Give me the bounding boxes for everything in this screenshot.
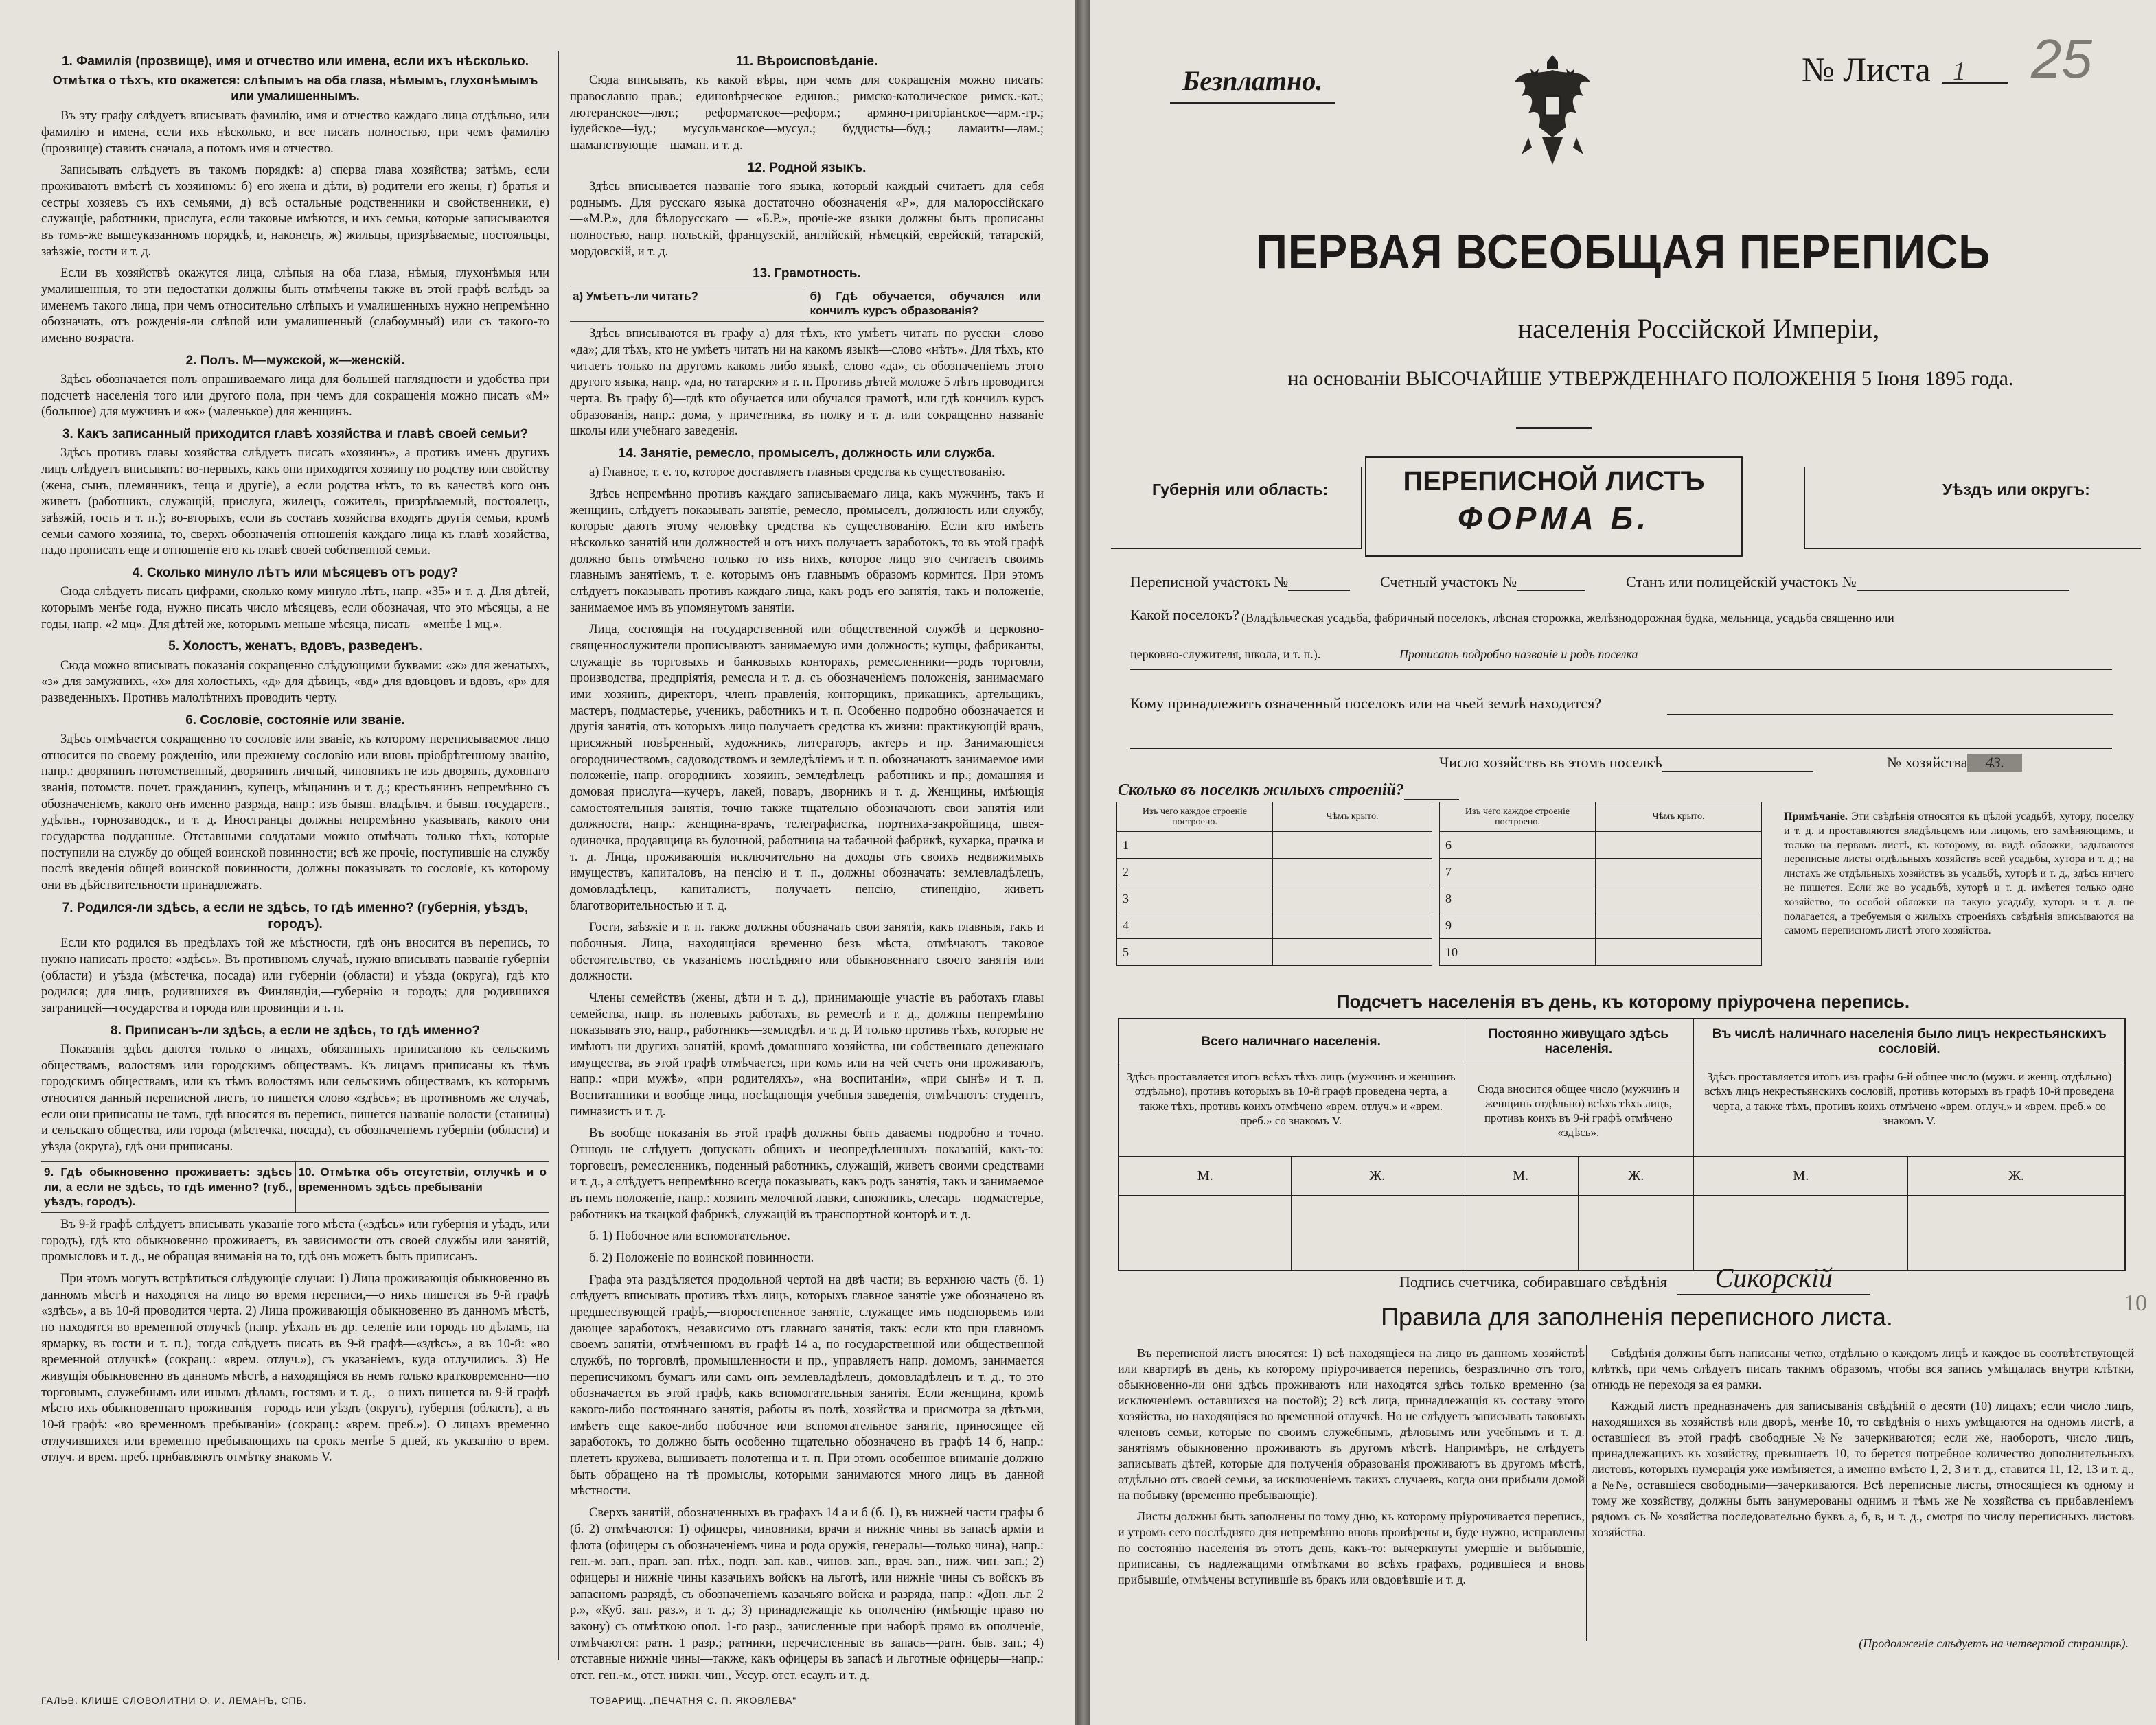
instruction-paragraph: Въ переписной листъ вносятся: 1) всѣ находящіеся на лицо въ данномъ хозяйствѣ или квартирѣ въ день, къ которому пріурочивается перепись, безразлично отъ того, обыкновенно-ли они здѣсь проживаютъ или находятся здѣсь только временно (за исключеніемъ оставшихся на постой); 2) всѣ лица, принадлежащія къ составу этого хозяйства, но находящіяся во временной отлучкѣ. Но не слѣдуетъ записывать таковыхъ членовъ семьи, которые по своимъ служебнымъ, дѣловымъ или учебнымъ и т. д. занятіямъ обыкновенно проживаютъ въ другомъ мѣстѣ. Напримѣръ, не слѣдуетъ записывать дѣтей, которые для полученія образованія проживаютъ въ другомъ мѣстѣ, отдѣльно отъ своей семьи, за исключеніемъ такихъ случаевъ, когда они прибыли домой на побывку (временно пребывающіе). (1118, 1346, 1585, 1503)
instruction-paragraph: Въ вообще показанія въ этой графѣ должны быть даваемы подробно и точно. Отнюдь не слѣдуетъ допускать общихъ и неопредѣленныхъ показаній, какъ-то: торговецъ, ремесленникъ, поденный работникъ, служащій, живетъ своими средствами и т. д., а слѣдуетъ непремѣнно всегда показывать, какъ родъ занятія, такъ и занимаемое въ немъ положеніе, напр.: хозяинъ мелочной лавки, сапожникъ, слесарь—подмастерье, работникъ на ткацкой фабрикѣ, служащій въ транспортной конторѣ и т. д. (570, 1126, 1044, 1222)
dwelling-roof-cell[interactable] (1273, 912, 1432, 939)
dwelling-row (1440, 939, 1762, 966)
dwelling-material-cell[interactable] (1117, 939, 1273, 966)
dwelling-material-cell[interactable] (1440, 832, 1596, 859)
instruction-paragraph: Если кто родился въ предѣлахъ той же мѣстности, гдѣ онъ вносится въ перепись, то нужно написать просто: «здѣсь». Въ противномъ случаѣ, нужно вписывать названіе губерніи (области) и уѣзда (мѣстечка, посада) или губерніи (области) и уѣзда (округа), гдѣ кто родился; для лицъ, родившихся въ Финляндіи,—губернію и городъ; для родившихся заграницей—государства и города или провинціи и т. п. (41, 936, 549, 1016)
uezd-box[interactable] (1804, 467, 2141, 549)
instruction-paragraph: Сюда можно вписывать показанія сокращенно слѣдующими буквами: «ж» для женатыхъ, «з» для замужнихъ, «х» для холостыхъ, «д» для дѣвицъ, «вд» для вдовцовъ и вдовъ, «р» для разведенныхъ. Противъ малолѣтнихъ проводить черту. (41, 658, 549, 706)
dwellings-table-a (1116, 802, 1432, 966)
section-title: 11. Вѣроисповѣданіе. (735, 54, 878, 69)
signature-label: Подпись счетчика, собиравшаго свѣдѣнія (1399, 1273, 1667, 1290)
census-title: ПЕРВАЯ ВСЕОБЩАЯ ПЕРЕПИСЬ (1255, 224, 1991, 279)
dwellings-table-b (1439, 802, 1762, 966)
instructions-column-1 (41, 48, 549, 1677)
dwelling-material-cell[interactable] (1117, 912, 1273, 939)
non-peasant-male-cell[interactable] (1694, 1196, 1908, 1271)
owner-question: Кому принадлежитъ означенный поселокъ или на чьей землѣ находится? (1130, 695, 1602, 712)
dwelling-row-number: 9 (1445, 918, 1452, 932)
instruction-paragraph: Каждый листъ предназначенъ для записыванія свѣдѣній о десяти (10) лицахъ; если число лицъ, находящихся въ хозяйствѣ или дворѣ, менѣе 10, то свѣдѣнія о нихъ умѣщаются на одномъ листѣ, а оставшіеся въ этой графѣ свободные №№ зачеркиваются; если же, наоборотъ, число лицъ, принадлежащихъ къ хозяйству, превышаетъ 10, то берется потребное количество дополнительныхъ листовъ, которыхъ нумерація уже измѣняется, а именно вмѣсто 1, 2, 3 и т. д., ставится 11, 12, 13 и т. д., а №№, оставшіеся свободными—зачеркиваются. Всѣ переписные листы, относящіеся къ одному и тому же хозяйству, должны быть занумерованы однимъ и тѣмъ же № хозяйства съ прибавленіемъ рядомъ съ № хозяйства последовательно буквъ а, б, в, и т. д., смотря по числу переписныхъ листовъ хозяйства. (1592, 1399, 2134, 1540)
dwelling-roof-cell[interactable] (1273, 859, 1432, 885)
section-title: 14. Занятіе, ремесло, промыселъ, должность или служба. (618, 445, 996, 461)
dwelling-row-number: 6 (1445, 837, 1452, 852)
material-col-header-b: Изъ чего каждое строеніе построено. (1440, 802, 1596, 832)
dwelling-row-number: 8 (1445, 891, 1452, 905)
settlement-hint: (Владѣльческая усадьба, фабричный поселокъ, лѣсная сторожка, желѣзнодорожная будка, мельница, усадьба священно или (1241, 611, 1894, 625)
household-number-label: № хозяйства (1887, 754, 1968, 771)
present-population-explanation: Здѣсь проставляется итогъ всѣхъ тѣхъ лицъ (мужчинъ и женщинъ отдѣльно), противъ которыхъ въ 10-й графѣ проведена черта, а также тѣхъ, противъ коихъ отмѣчено «врем. отлуч.» и «врем. преб.» со знакомъ V. (1119, 1065, 1463, 1157)
non-peasant-header: Въ числѣ наличнаго населенія было лицъ некрестьянскихъ сословій. (1694, 1019, 2125, 1065)
book-gutter (1077, 0, 1090, 1725)
non-peasant-explanation: Здѣсь проставляется итогъ изъ графы 6-й общее число (мужч. и женщ. отдѣльно) всѣхъ лицъ некрестьянскихъ сословій, противъ которыхъ въ графѣ 10-й проведена черта, а также тѣхъ, противъ коихъ отмѣчено «врем. отлуч.» и «врем. преб.» со знакомъ V. (1694, 1065, 2125, 1157)
instruction-paragraph: Здѣсь отмѣчается сокращенно то сословіе или званіе, къ которому переписываемое лицо относится по своему рожденію, или прежнему сословію или вновь пріобрѣтенному званію, напр.: дворянинъ потомственный, дворянинъ личный, чиновникъ не изъ дворянъ, духовнаго званія, потомств. почет. гражданинъ, купецъ, мѣщанинъ и т. д.; крестьянинъ непремѣнно съ обозначеніемъ, какого онъ именно разряда, напр.: изъ бывш. владѣльч. и бывш. государств., удѣльн., горнозаводск., и т. д. Иностранцы должны непремѣнно указывать, какого они государства подданные. Отставными солдатами можно отмѣчать только тѣхъ, которые поступили на службу до общей воинской повинности; всѣ же прочіе, поступившіе на службу послѣ введенія общей воинской повинности, должны показывать то сословіе, къ которому они въ дѣйствительности принадлежатъ. (41, 732, 549, 893)
instruction-paragraph: б. 2) Положеніе по воинской повинности. (589, 1251, 814, 1266)
split-heading-right: б) Гдѣ обучается, обучался или кончилъ курсъ образованія? (807, 286, 1044, 322)
dwelling-row (1440, 912, 1762, 939)
owner-input-line-2[interactable] (1130, 748, 2112, 749)
rules-column-1 (1118, 1345, 1585, 1593)
instruction-paragraph: Если въ хозяйствѣ окажутся лица, слѣпыя на оба глаза, нѣмыя, глухонѣмыя или умалишенныя, то эти недостатки должны быть отмѣчены также въ этой графѣ вслѣдъ за именемъ такого лица, при чемъ относительно слѣпыхъ и умалишенныхъ нужно непремѣнно обозначать, отъ рожденія-ли слѣпой или умалишенный (слабоумный) или съ такого-то именно возраста. (41, 266, 549, 346)
households-count-field[interactable] (1439, 754, 1813, 772)
dwelling-row-number: 10 (1445, 945, 1458, 959)
dwelling-material-cell[interactable] (1117, 832, 1273, 859)
instruction-paragraph: Показанія здѣсь даются только о лицахъ, обязанныхъ приписаною къ сельскимъ обществамъ, волостямъ или городскимъ обществамъ. Къ лицамъ приписаны къ тѣмъ городскимъ обществамъ, или къ тѣмъ волостямъ или сельскимъ обществамъ, къ которымъ относится данный переписной листъ, то пишется слово «здѣсь»; въ противномъ же случаѣ, если они приписаны не тамъ, гдѣ вносятся въ перепись, пишется названіе волости (станицы) и сельскаго общества, или города (мѣстечка, посада), съ обозначеніемъ губерніи (области) и уѣзда (округа), гдѣ они приписаны. (41, 1043, 549, 1155)
dwelling-row (1117, 885, 1432, 912)
roof-col-header: Чѣмъ крыто. (1273, 802, 1432, 832)
instruction-paragraph: б. 1) Побочное или вспомогательное. (589, 1229, 790, 1244)
dwelling-row (1117, 912, 1432, 939)
dwelling-row-number: 2 (1123, 864, 1129, 879)
dwelling-roof-cell[interactable] (1273, 885, 1432, 912)
household-number-field[interactable] (1887, 754, 2022, 772)
dwelling-material-cell[interactable] (1440, 885, 1596, 912)
section-title: 3. Какъ записанный приходится главѣ хозяйства и главѣ своей семьи? (62, 427, 529, 442)
instruction-paragraph: Въ эту графу слѣдуетъ вписывать фамилію, имя и отчество каждаго лица отдѣльно, или фамилію и имена, если ихъ нѣсколько, и все писать полностью, при чемъ фамилію (прозвище) ставить сначала, а потомъ имя и отчество. (41, 109, 549, 156)
double-headed-eagle-emblem (1508, 48, 1597, 178)
instruction-paragraph: Здѣсь непремѣнно противъ каждаго записываемаго лица, какъ мужчинъ, такъ и женщинъ, слѣдуетъ показывать занятіе, ремесло, промыселъ, должность или службу, которые даютъ этому человѣку средства къ существованію. Если кто имѣетъ нѣсколько занятій или должностей и отъ нихъ получаетъ заработокъ, то въ этой графѣ должно быть отмѣчено только то изъ нихъ, которое лицо это считаетъ своимъ главнымъ занятіемъ, т. е. которымъ онъ главнымъ образомъ кормится. При этомъ слѣдуетъ показывать противъ каждаго лица, какъ родъ его занятія, такъ и положеніе, занимаемое имъ въ упомянутомъ занятіи. (570, 487, 1044, 615)
dwellings-table-group (1116, 802, 1776, 970)
dwelling-material-cell[interactable] (1117, 859, 1273, 885)
dwelling-roof-cell[interactable] (1596, 912, 1762, 939)
section-subtitle: Отмѣтка о тѣхъ, кто окажется: слѣпымъ на оба глаза, нѣмымъ, глухонѣмымъ или умалишеннымъ. (52, 73, 538, 104)
non-peasant-female-header: Ж. (1908, 1157, 2125, 1196)
non-peasant-female-cell[interactable] (1908, 1196, 2125, 1271)
instructions-column-2 (570, 48, 1044, 1682)
dwelling-material-cell[interactable] (1440, 939, 1596, 966)
signature-value: Сикорскій (1677, 1262, 1870, 1295)
section-title: 1. Фамилія (прозвище), имя и отчество или имена, если ихъ нѣсколько. (61, 54, 529, 69)
split-heading-right: 10. Отмѣтка объ отсутствіи, отлучкѣ и о временномъ здѣсь пребываніи (295, 1162, 550, 1212)
rules-column-2 (1592, 1345, 2134, 1546)
material-col-header: Изъ чего каждое строеніе построено. (1117, 802, 1273, 832)
split-heading (570, 286, 1044, 323)
census-district-label: Переписной участокъ № (1130, 573, 1289, 590)
census-subtitle: населенія Россійской Имперіи, (1517, 313, 1880, 344)
rules-heading: Правила для заполненія переписного листа. (1381, 1303, 1893, 1331)
dwelling-row-number: 3 (1123, 891, 1129, 905)
split-heading-left: 9. Гдѣ обыкновенно проживаетъ: здѣсь ли, а если не здѣсь, то гдѣ именно? (губ., уѣздъ, городъ). (44, 1165, 293, 1209)
margin-number: 10 (2124, 1290, 2147, 1316)
dwelling-row-number: 4 (1123, 918, 1129, 932)
instruction-paragraph: Лица, состоящія на государственной или общественной службѣ и церковно-священнослужители прописываютъ занимаемую ими должность; купцы, фабриканты, служащіе въ торговыхъ и банковыхъ конторахъ, ремесленники—родъ торговли, производства, предпріятія, ремесла и т. д. съ обозначеніемъ положенія, занимаемаго ими—хозяинъ, директоръ, членъ правленія, конторщикъ, прикащикъ, артельщикъ, мастеръ, подмастерье, ученикъ, работникъ и т. п. Особенно подробно обозначается и другія занятія, отъ которыхъ лицо получаетъ средства къ жизни: практикующій врачъ, присяжный повѣренный, художникъ, литераторъ, актеръ и пр. Занимающіеся огородничествомъ, садоводствомъ и земледѣліемъ и т. п. обозначаютъ занимаемое ими положеніе, напр. огородникъ—хозяинъ, земледѣлецъ—работникъ и пр.; домашняя и домовая прислуга—кучеръ, лакей, поваръ, дворникъ и т. д. Женщины, имѣющія самостоятельныя занятія, точно также тщательно обозначаютъ свои занятія или должности, напр.: женщина-врачъ, телеграфистка, портниха-закройщица, швея-одиночка, продавщица въ булочной, работница на табачной фабрикѣ, кухарка, прачка и т. д. Лица, проживающія исключительно на доходы отъ своихъ недвижимыхъ имуществъ, капиталовъ, на пенсію и т. п., должны обозначать: землевладѣлецъ, домовладѣлецъ, капиталистъ, получаетъ пенсію, стипендію, живетъ благотворительностью и т. д. (570, 623, 1044, 913)
continued-note: (Продолженіе слѣдуетъ на четвертой страницѣ). (1859, 1636, 2129, 1650)
uezd-label: Уѣздъ или округъ: (1942, 481, 2090, 498)
present-female-header: Ж. (1292, 1157, 1463, 1196)
household-number-value: 43. (1967, 754, 2022, 772)
section-title: 6. Сословіе, состояніе или званіе. (185, 713, 405, 728)
form-subtitle: ФОРМА Б. (1457, 500, 1651, 536)
dwelling-row (1440, 885, 1762, 912)
section-title: 8. Приписанъ-ли здѣсь, а если не здѣсь, то гдѣ именно? (111, 1023, 480, 1038)
dwelling-row-number: 7 (1445, 864, 1452, 879)
dwelling-roof-cell[interactable] (1596, 859, 1762, 885)
dwelling-row (1117, 832, 1432, 859)
column-divider (558, 51, 559, 1660)
sheet-number-label: № Листа (1802, 50, 1931, 89)
households-count-label: Число хозяйствъ въ этомъ поселкѣ (1439, 754, 1662, 771)
split-heading (41, 1161, 549, 1213)
instruction-paragraph: Здѣсь обозначается полъ опрашиваемаго лица для большей наглядности и удобства при подсчетѣ населенія того или другого пола, при чемъ для сокращенія можно писать «М» (большое) для мужчинъ и «ж» (маленькое) для женщинъ. (41, 373, 549, 419)
present-male-header: М. (1119, 1157, 1292, 1196)
police-district-label: Станъ или полицейскій участокъ № (1626, 573, 1857, 590)
section-title: 2. Полъ. М—мужской, ж—женскій. (185, 353, 405, 368)
dwelling-row (1117, 939, 1432, 966)
count-district-label: Счетный участокъ № (1380, 573, 1517, 590)
resident-population-header: Постоянно живущаго здѣсь населенія. (1463, 1019, 1694, 1065)
settlement-question: Какой поселокъ? (1130, 606, 1239, 623)
instruction-paragraph: Сюда вписывать, къ какой вѣры, при чемъ для сокращенія можно писать: православно—прав.; единовѣрческое—единов.; римско-католическое—римск.-кат.; лютеранское—лют.; реформатское—реформ.; армяно-григоріанское—арм.-гр.; іудейское—іуд.; мусульманское—мусул.; буддисты—буд.; ламаиты—лам.; шаманствующіе—шаман. и т. д. (570, 73, 1044, 152)
guberniya-box[interactable] (1111, 467, 1362, 549)
dwelling-material-cell[interactable] (1440, 912, 1596, 939)
free-of-charge-label: Безплатно. (1170, 62, 1335, 104)
dwelling-material-cell[interactable] (1440, 859, 1596, 885)
settlement-input-line[interactable] (1130, 669, 2112, 670)
settlement-hint-2: церковно-служителя, школа, и т. п.). (1130, 647, 1321, 661)
dwellings-note (1784, 810, 2134, 938)
pencil-archive-mark: 25 (2031, 28, 2092, 89)
buildings-question-label: Сколько въ поселкѣ жилыхъ строеній? (1118, 781, 1404, 799)
present-male-cell[interactable] (1119, 1196, 1292, 1271)
left-page (0, 0, 1077, 1725)
instruction-paragraph: Сюда слѣдуетъ писать цифрами, сколько кому минуло лѣтъ, напр. «35» и т. д. Для дѣтей, которымъ менѣе года, нужно писать число мѣсяцевъ, если обозначая, что это мѣсяцы, а не годы, напр. «2 мц». Для дѣтей же, которымъ меньше мѣсяца, писать—«менѣе 1 мц.». (41, 585, 549, 632)
instruction-paragraph: Листы должны быть заполнены по тому дню, къ которому пріурочивается перепись, и утромъ сего послѣдняго дня непремѣнно вновь провѣрены и, буде нужно, исправлены по состоянію населенія въ этотъ день, какъ-то: вычеркнуты умершіе и выбывшіе, приписаны, съ надлежащими отмѣтками во всѣхъ графахъ, родившіеся и вновь прибывшіе, отмѣчены вступившіе въ бракъ или овдовѣвшіе и т. д. (1118, 1509, 1585, 1587)
dwelling-roof-cell[interactable] (1273, 939, 1432, 966)
resident-male-header: М. (1463, 1157, 1579, 1196)
title-rule (1516, 427, 1592, 429)
census-district-field[interactable] (1130, 573, 1350, 591)
printer-note-left: ГАЛЬВ. КЛИШЕ СЛОВОЛИТНИ О. И. ЛЕМАНЪ, СПБ. (41, 1695, 307, 1706)
population-count-heading: Подсчетъ населенія въ день, къ которому пріурочена перепись. (1336, 991, 1910, 1012)
present-population-header: Всего наличнаго населенія. (1119, 1019, 1463, 1065)
form-title-box (1365, 456, 1743, 557)
police-district-field[interactable] (1626, 573, 2069, 591)
instruction-paragraph: Члены семействъ (жены, дѣти и т. д.), принимающіе участіе въ работахъ главы семейства, напр. въ полевыхъ работахъ, въ ремеслѣ и т. д., должны непремѣнно показывать это, напр., работникъ—земледѣл. и т. д. И только противъ тѣхъ, которые не имѣютъ ни другихъ занятій, кромѣ домашняго хозяйства, ни собственнаго денежнаго имущества, въ этой графѣ отмѣчается, при комъ или на чей счетъ они проживаютъ, напр.: «при мужѣ», «при родителяхъ», «на воспитаніи», «при сынѣ» и т. п. Воспитанники и вообще лица, посѣщающія учебныя заведенія, отмѣчаютъ: студентъ, гимназистъ и т. д. (570, 991, 1044, 1119)
census-legal-basis: на основаніи ВЫСОЧАЙШЕ УТВЕРЖДЕННАГО ПОЛОЖЕНІЯ 5 Іюня 1895 года. (1287, 367, 2014, 390)
dwelling-material-cell[interactable] (1117, 885, 1273, 912)
right-page (1090, 0, 2156, 1725)
resident-male-cell[interactable] (1463, 1196, 1579, 1271)
instruction-paragraph: Здѣсь вписывается названіе того языка, который каждый считаетъ для себя роднымъ. Для русскаго языка достаточно обозначенія «Р», для малороссійскаго—«М.Р.», для бѣлорусскаго — «Б.Р.», прочіе-же языки должны быть прописаны полностью, напр. польскій, французскій, англійскій, нѣмецкій, еврейскій, татарскій, мордовскій, и т. д. (570, 179, 1044, 259)
dwelling-roof-cell[interactable] (1596, 939, 1762, 966)
buildings-question[interactable] (1118, 781, 1459, 800)
count-district-field[interactable] (1380, 573, 1585, 591)
section-title: 13. Грамотность. (753, 266, 861, 281)
dwelling-roof-cell[interactable] (1273, 832, 1432, 859)
instruction-paragraph: При этомъ могутъ встрѣтиться слѣдующіе случаи: 1) Лица проживающія обыкновенно въ данномъ мѣстѣ и находятся на лицо во время переписи,—о нихъ пишется въ 9-й графѣ «здѣсь», а въ 10-й проводится черта. 2) Лица проживающія обыкновенно въ данномъ мѣстѣ, но находятся во временной отлучкѣ (напр. уѣхалъ въ др. селеніе или городъ по дѣламъ, на ярмарку, въ гости и т. п.), тогда слѣдуетъ писать въ 9-й графѣ—«здѣсь», а въ 10-й: «во временной отлучкѣ» (сокращ.: «врем. отлуч.»), съ указаніемъ, куда отлучились. 3) Не живущія обыкновенно въ данномъ мѣстѣ, а находящіяся въ немъ только кратковременно—по торговымъ, служебнымъ или инымъ дѣламъ, гостямъ и т. д.,—о нихъ пишется въ 9-й графѣ мѣсто ихъ обыкновеннаго проживанія—городъ или уѣздъ (округъ), губернія (область), а въ 10-й графѣ: «во временномъ пребываніи» (сокращ.: «врем. преб.»). О лицахъ временно отлучившихся или временно пребывающихъ на срокъ менѣе 5 дней, къ указанію о врем. отлуч. и врем. преб. прибавляютъ отмѣтку знакомъ V. (41, 1272, 549, 1465)
section-title: 12. Родной языкъ. (747, 160, 867, 175)
instruction-paragraph: а) Главное, т. е. то, которое доставляетъ главныя средства къ существованію. (589, 465, 1005, 480)
population-count-table (1118, 1018, 2126, 1271)
instruction-paragraph: Здѣсь вписываются въ графу а) для тѣхъ, кто умѣетъ читать по русски—слово «да»; для тѣхъ, кто не умѣетъ читать ни на какомъ языкѣ—слово «нѣтъ». Для тѣхъ, кто читаетъ только на другомъ какомъ либо языкѣ, слово «да», съ обозначеніемъ этого другого языка, напр. «да, но татарски» и т. п. Противъ дѣтей моложе 5 лѣтъ проводится черта. Въ графу б)—гдѣ кто обучается или обучался грамотѣ, или гдѣ кончилъ курсъ образованія, напр.: дома, у причетника, въ полку и т. д. или сокращенно названіе школы или учебнаго заведенія. (570, 327, 1044, 439)
resident-female-cell[interactable] (1579, 1196, 1694, 1271)
note-text: Эти свѣдѣнія относятся къ цѣлой усадьбѣ, хутору, поселку и т. д. и проставляются владѣльцемъ или лицомъ, его замѣняющимъ, и только на первомъ листѣ, къ которому, въ видѣ обложки, задываются переписные листы отдѣльныхъ хозяйствъ всей усадьбы, хутора и т. д.; на листахъ же отдѣльныхъ хозяйствъ въ усадьбѣ, хуторѣ и т. д., здѣсь ничего не пишется. Если же во усадьбѣ, хуторѣ и т. д. имѣется только одно хозяйство, то особой обложки на такую усадьбу, хуторъ и т. д. не полагается, а требуемыя о жилыхъ строеніяхъ свѣдѣнія вписываются на самомъ переписномъ листѣ этого хозяйства. (1784, 811, 2134, 937)
instruction-paragraph: Записывать слѣдуетъ въ такомъ порядкѣ: а) сперва глава хозяйства; затѣмъ, если проживаютъ вмѣстѣ съ хозяиномъ: б) его жена и дѣти, в) родители его жены, г) братья и сестры хозяевъ съ ихъ семьями, д) всѣ остальные родственники и свойственники, е) служащіе, работники, прислуга, если таковые имѣются, и ихъ семьи, которые записываются въ томъ-же вышеуказанномъ порядкѣ, и, наконецъ, ж) жильцы, призрѣваемые, постояльцы, заѣзжіе, гости и т. д. (41, 163, 549, 259)
rules-divider (1586, 1345, 1587, 1641)
instruction-paragraph: Гости, заѣзжіе и т. п. также должны обозначать свои занятія, какъ главныя, такъ и побочныя. Лица, находящіяся временно безъ мѣста, отмѣчаютъ таковое обстоятельство, съ указаніемъ послѣдняго или обыкновеннаго своего занятія или должности. (570, 921, 1044, 984)
roof-col-header-b: Чѣмъ крыто. (1596, 802, 1762, 832)
sheet-number-field[interactable]: 1 (1942, 56, 2008, 84)
form-title: ПЕРЕПИСНОЙ ЛИСТЪ (1403, 466, 1705, 496)
guberniya-label: Губернія или область: (1152, 481, 1329, 498)
instruction-paragraph: Графа эта раздѣляется продольной чертой на двѣ части; въ верхнюю часть (б. 1) слѣдуетъ вписывать противъ тѣхъ лицъ, которыхъ главное занятіе уже обозначено въ предшествующей графѣ,—второстепенное занятіе, служащее имъ подспорьемъ или дающее заработокъ, независимо отъ главнаго занятія, такъ: если кто при главномъ своемъ занятіи, отмѣченномъ въ графѣ 14 а, по государственной или общественной службѣ, по торговлѣ, промышленности и пр., управляетъ напр. домомъ, занимается переписчикомъ бумагъ или самъ онъ землевладѣлецъ, домовладѣлецъ и т. д., то это обозначается въ этой графѣ, какъ вспомогательныя занятія. Если женщина, кромѣ какого-либо постояннаго занятія, работы въ полѣ, хозяйства и присмотра за дѣтьми, имѣетъ еще какое-либо побочное или вспомогательное занятіе, приносящее ей заработокъ, то должно быть особенно тщательно обозначено въ графѣ 14 б, напр.: плететъ кружева, вышиваетъ полотенца и т. п. При этомъ особенное вниманіе должно быть обращено на тѣ промыслы, которыми занимаются много лицъ въ данной мѣстности. (570, 1273, 1044, 1498)
present-female-cell[interactable] (1292, 1196, 1463, 1271)
instruction-paragraph: Въ 9-й графѣ слѣдуетъ вписывать указаніе того мѣста («здѣсь» или губернія и уѣздъ, или городъ), гдѣ кто обыкновенно проживаетъ, въ зависимости отъ своей службы или занятій, промысловъ и т. д., не обращая вниманія на то, гдѣ онъ можетъ быть приписанъ. (41, 1218, 549, 1264)
dwelling-roof-cell[interactable] (1596, 832, 1762, 859)
dwelling-row (1117, 859, 1432, 885)
enumerator-signature-field[interactable] (1399, 1262, 1870, 1295)
note-title: Примѣчаніе. (1784, 811, 1848, 822)
instruction-paragraph: Здѣсь противъ главы хозяйства слѣдуетъ писать «хозяинъ», а противъ именъ другихъ лицъ слѣдуетъ вписывать: во-первыхъ, какъ они приходятся хозяину по родству или свойству (жена, сынъ, племянникъ, теща и другіе), а если родства нѣтъ, то въ качествѣ кого онъ живетъ (работникъ, служащій, прислуга, жилецъ, сожитель, призрѣваемый, постоялецъ, заѣзжій, гость и т. п.); во-вторыхъ, если въ составъ хозяйства входятъ другія семьи, кромѣ семьи самого хозяина, то, сверхъ обозначенія отношенія каждаго лица къ главѣ хозяйства, надо прописать еще и отношеніе его къ главѣ своей собственной семьи. (41, 446, 549, 558)
resident-female-header: Ж. (1579, 1157, 1694, 1196)
dwelling-roof-cell[interactable] (1596, 885, 1762, 912)
section-title: 7. Родился-ли здѣсь, а если не здѣсь, то гдѣ именно? (губернія, уѣздъ, городъ). (62, 900, 529, 932)
settlement-hint-3: Прописать подробно названіе и родъ поселка (1399, 647, 1638, 661)
dwelling-row-number: 1 (1123, 837, 1129, 852)
split-heading-left: а) Умѣетъ-ли читать? (573, 289, 698, 303)
resident-population-explanation: Сюда вносится общее число (мужчинъ и женщинъ отдѣльно) всѣхъ тѣхъ лицъ, противъ коихъ въ 9-й графѣ отмѣчено «здѣсь». (1463, 1065, 1694, 1157)
dwelling-row (1440, 859, 1762, 885)
section-title: 5. Холостъ, женатъ, вдовъ, разведенъ. (168, 639, 422, 654)
non-peasant-male-header: М. (1694, 1157, 1908, 1196)
printer-note-right: ТОВАРИЩ. „ПЕЧАТНЯ С. П. ЯКОВЛЕВА" (590, 1695, 797, 1706)
owner-input-line[interactable] (1667, 714, 2113, 715)
instruction-paragraph: Свѣдѣнія должны быть написаны четко, отдѣльно о каждомъ лицѣ и каждое въ соотвѣтствующей клѣткѣ, при чемъ слѣдуетъ писать такимъ образомъ, чтобы вся запись умѣщалась внутри клѣтки, отнюдь не переходя за ея рамки. (1592, 1346, 2134, 1392)
dwelling-row-number: 5 (1123, 945, 1129, 959)
dwelling-row (1440, 832, 1762, 859)
section-title: 4. Сколько минуло лѣтъ или мѣсяцевъ отъ роду? (132, 566, 459, 581)
instruction-paragraph: Сверхъ занятій, обозначенныхъ въ графахъ 14 а и б (б. 1), въ нижней части графы б (б. 2) отмѣчаются: 1) офицеры, чиновники, врачи и нижніе чины въ запасѣ арміи и флота (офицеры съ обозначеніемъ чина и рода оружія, генералы—только чина), напр.: ген.-м. зап., прап. зап. пѣх., подп. зап. кав., чинов. зап., врач. зап., ниж. чин. зап.; 2) офицеры и нижніе чины казачьихъ войскъ на льготѣ, или нижніе чины съ войскъ въ запасномъ разрядѣ, съ обозначеніемъ казачьяго войска и разряда, напр.: «Дон. льг. 2 р.», «Куб. зап. раз.», и т. д.; 3) принадлежащіе къ ополченію (имѣющіе право по закону) съ отмѣткою опол. 1-го разр., зачисленные при наборѣ прямо въ ополченіе, отмѣчаются: ратн. 1 разр.; ратники, перечисленные въ запасъ—ратн. быв. зап.; 4) отставные нижніе чины—также, какъ офицеры въ запасѣ и льготные офицеры—напр.: отст. ген.-м., отст. нижн. чин., Уссур. отст. есаулъ и т. д. (570, 1506, 1044, 1682)
